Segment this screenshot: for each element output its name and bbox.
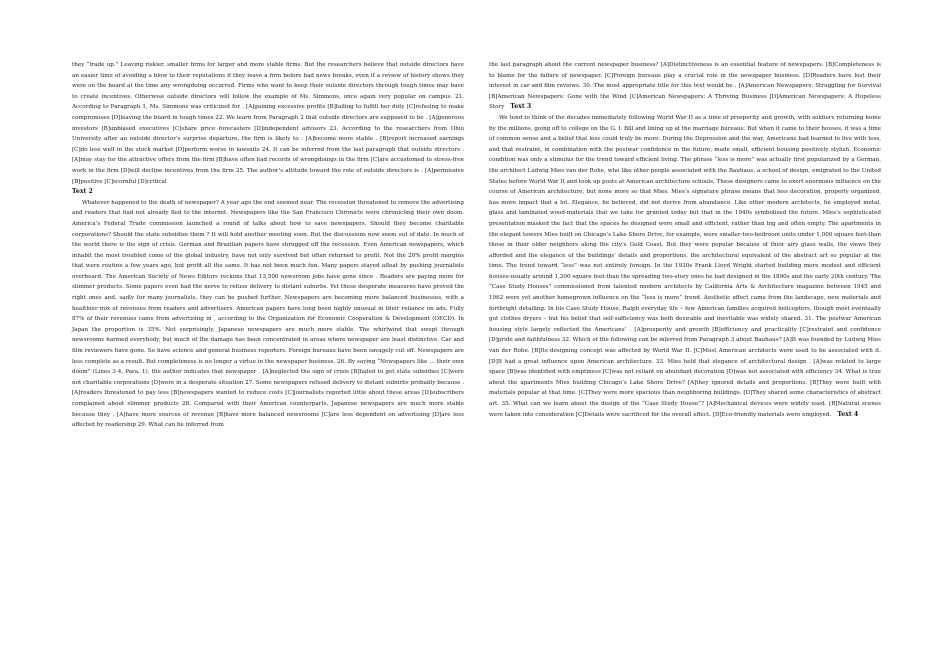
right-column	[489, 60, 881, 420]
text2-questions: the last paragraph about the current newspaper business? [A]Distinctiveness is an essential feature of newspapers. [B]Completeness is to blame for the failure of newspaper. [C]Foreign bureaus play a crucial role in the newspaper business. [D]Readers have lost their interest in car and film reviews. 30. The most appropriate title for this text would be . [A]American Newspapers: Struggling for Survival [B]American Newspapers: Gone with the Wind [C]American Newspapers: A Thriving Business [D]American Newspapers: A Hopeless Story	[489, 62, 881, 111]
left-column	[72, 60, 464, 431]
text3-paragraph	[489, 113, 881, 420]
text4-heading: Text 4	[837, 410, 859, 418]
text2-heading: Text 2	[72, 188, 93, 196]
text1-continuation: they “trade up.” Leaving riskier, smaller firms for larger and more stable firms. But the researchers believe that outside directors have an easier time of avoiding a blow to their reputations if they leave a firm before bad news breaks, even if a review of history shows they were on the board at the time any wrongdoing occurred. Firms who want to keep their outside directors through tough times may have to create incentives. Otherwise outside directors will follow the example of Ms. Simmons, once again very popular on campus. 21. According to Paragraph 1, Ms. Simmons was criticized for . [A]gaining excessive profits [B]failing to fulfill her duty [C]refusing to make compromises [D]leaving the board in tough times 22. We learn from Paragraph 2 that outside directors are supposed to be . [A]generous investors [B]unbiased executives [C]share price forecasters [D]independent advisors 23. According to the researchers from Ohio University after an outside director’s surprise departure, the firm is likely to . [A]become more stable . [B]report increased earnings [C]do less well in the stock market [D]perform worse in lawsuits 24. It can be inferred from the last paragraph that outside directors . [A]may stay for the attractive offers from the firm [B]have often had records of wrongdoings in the firm [C]are accustomed to stress-free work in the firm [D]will decline incentives from the firm 25. The author’s attitude toward the role of outside directors is . [A]permissive [B]positive [C]scornful [D]critical	[72, 62, 464, 185]
text2-continuation	[489, 60, 881, 113]
text3-body: We tend to think of the decades immediately following World War II as a time of prosperity and growth, with soldiers returning home by the millions, going off to college on the G. I. Bill and lining up at the marriage bureaus. But when it came to their houses, it was a time of common sense and a belief that less could truly be more. During the Depression and the war, Americans had learned to live with less, and that restraint, in combination with the postwar confidence in the future, made small, efficient housing positively stylish. Economic condition was only a stimulus for the trend toward efficient living. The phrase “less is more” was actually first popularized by a German, the architect Ludwig Mies van der Rohe, who like other people associated with the Bauhaus, a school of design, emigrated to the United States before World War II and took up posts at American architecture schools. These designers came to exert enormous influence on the course of American architecture, but none more so that Mies. Mies’s signature phrase means that less decoration, properly organized, has more impact that a lot. Elegance, he believed, did not derive from abundance. Like other modern architects, he employed metal, glass and laminated wood-materials that we take for granted today but that in the 1940s symbolized the future. Mies’s sophisticated presentation masked the fact that the spaces he designed were small and efficient, rather than big and often empty. The apartments in the elegant towers Mies built on Chicago’s Lake Shore Drive, for example, were smaller-two-bedroom units under 1,000 square feet-than those in their older neighbors along the city’s Gold Coast. But they were popular because of their airy glass walls, the views they afforded and the elegance of the buildings’ details and proportions, the architectural equivalent of the abstract art so popular at the time. The trend toward “less” was not entirely foreign. In the 1930s Frank Lloyd Wright started building more modest and efficient houses-usually around 1,200 square feet-than the spreading two-story ones he had designed in the 1890s and the early 20th century. The “Case Study Houses” commissioned from talented modern architects by California Arts & Architecture magazine between 1945 and 1962 were yet another homegrown influence on the “less is more” trend. Aesthetic effect came from the landscape, new materials and forthright detailing. In his Case Study House, Ralph everyday life – few American families acquired helicopters, though most eventually got clothes dryers – but his belief that self-sufficiency was both desirable and inevitable was widely shared. 31. The postwar American housing style largely reflected the Americans’ . [A]prosperity and growth [B]efficiency and practicality [C]restraint and confidence [D]pride and faithfulness 32. Which of the following can be inferred from Paragraph 3 about Bauhaus? [A]It was founded by Ludwig Mies van der Rohe. [B]Its designing concept was affected by World War II. [C]Most American architects were used to be associated with it. [D]It had a great influence upon American architecture. 33. Mies held that elegance of architectural design . [A]was related to large space [B]was identified with emptiness [C]was not reliant on abundant decoration [D]was not associated with efficiency 34. What is true about the apartments Mies building Chicago’s Lake Shore Drive? [A]they ignored details and proportions. [B]They were built with materials popular at that time. [C]They were more spacious than neighboring buildings. [D]They shared some characteristics of abstract art. 35. What can we learn about the design of the “Case Study House”? [A]Mechanical devices were widely used. [B]Natural scenes were taken into consideration [C]Details were sacrificed for the overall effect. [D]Eco-friendly materials were employed.	[489, 114, 881, 418]
text3-heading: Text 3	[510, 103, 532, 111]
text2-body: Whatever happened to the death of newspaper? A year ago the end seemed near. The recession threatened to remove the advertising and readers that had not already fled to the internet. Newspapers like the San Francisco Chronicle were chronicling their own doom. America’s Federal Trade commission launched a round of talks about how to save newspapers. Should they become charitable corporations? Should the state subsidize them ? It will hold another meeting soon. But the discussions now seem out of date. In much of the world there is the sign of crisis. German and Brazilian papers have shrugged off the recession. Even American newspapers, which inhabit the most troubled come of the global industry, have not only survived but often returned to profit. Not the 20% profit margins that were routine a few years ago, but profit all the same. It has not been much fun. Many papers stayed afloat by pushing journalists overboard. The American Society of News Editors reckons that 13,500 newsroom jobs have gone since . Readers are paying more for slimmer products. Some papers even had the nerve to refuse delivery to distant suburbs. Yet these desperate measures have proved the right ones and, sadly for many journalists, they can be pushed further. Newspapers are becoming more balanced businesses, with a healthier mix of revenues from readers and advertisers. American papers have long been highly unusual in their reliance on ads. Fully 87% of their revenues came from advertising in , according to the Organization for Economic Cooperation & Development (OECD). In Japan the proportion is 35%. Not surprisingly, Japanese newspapers are much more stable. The whirlwind that swept through newsrooms harmed everybody, but much of the damage has been concentrated in areas where newspaper are least distinctive. Car and film reviewers have gone. So have science and general business reporters. Foreign bureaus have been savagely cut off. Newspapers are less complete as a result. But completeness is no longer a virtue in the newspaper business. 26. By saying “Newspapers like … their own doom” (Lines 3-4, Para. 1), the author indicates that newspaper . [A]neglected the sign of crisis [B]failed to get state subsidies [C]were not charitable corporations [D]were in a desperate situation 27. Some newspapers refused delivery to distant suburbs probably because . [A]readers threatened to pay less [B]newspapers wanted to reduce costs [C]journalists reported little about these areas [D]subscribers complained about slimmer products 28. Compared with their American counterparts, Japanese newspapers are much more stable because they . [A]have more sources of revenue [B]have more balanced newsrooms [C]are less dependent on advertising [D]are less affected by readership 29. What can be inferred from	[72, 199, 464, 429]
